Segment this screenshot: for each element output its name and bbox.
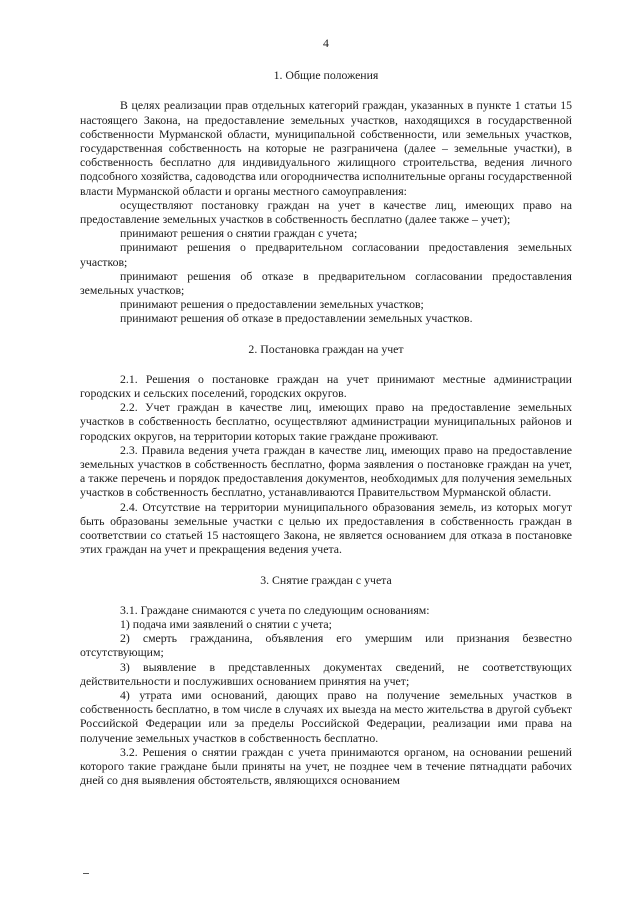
section-title: 1. Общие положения	[273, 68, 379, 83]
paragraph: принимают решения о снятии граждан с учета;	[120, 226, 358, 241]
paragraph: 3.2. Решения о снятии граждан с учета принимаются органом, на основании решений которого такие граждане были приняты на учет, не позднее чем в течение пятнадцати рабочих дней со дня выявления обстоятельств, являющихся основанием	[80, 744, 572, 788]
paragraph: 2.3. Правила ведения учета граждан в качестве лиц, имеющих право на предоставление земельных участков в собственность бесплатно, форма заявления о постановке граждан на учет, а также перечень и порядок предоставления документов, необходимых для получения земельных участков в собственность бесплатно, устанавливаются Правительством Мурманской области.	[80, 442, 572, 500]
paragraph: 2.2. Учет граждан в качестве лиц, имеющих право на предоставление земельных участков в собственность бесплатно, осуществляют администрации муниципальных районов и городских округов, на территории которых такие граждане проживают.	[80, 400, 572, 443]
page-number: 4	[323, 36, 329, 50]
paragraph: 4) утрата ими оснований, дающих право на получение земельных участков в собственность бесплатно, в том числе в случаях их выезда на место жительства в другой субъект Российской Федерации или за пределы Российской Федерации, реализации ими права на получение земельных участков в собственность бесплатно.	[80, 687, 572, 745]
paragraph: осуществляют постановку граждан на учет в качестве лиц, имеющих право на предоставление земельных участков в собственность бесплатно (далее также – учет);	[80, 197, 572, 227]
paragraph: принимают решения об отказе в предоставлении земельных участков.	[120, 311, 473, 326]
paragraph: 1) подача ими заявлений о снятии с учета;	[120, 616, 332, 631]
paragraph: принимают решения о предоставлении земельных участков;	[120, 297, 424, 312]
section-title: 3. Снятие граждан с учета	[260, 572, 392, 587]
paragraph: 2) смерть гражданина, объявления его умершим или признания безвестно отсутствующим;	[80, 631, 572, 660]
paragraph: 2.4. Отсутствие на территории муниципального образования земель, из которых могут быть образованы земельные участки с целью их предоставления в собственность граждан в соответствии со статьей 15 настоящего Закона, не является основанием для отказа в постановке этих граждан на учет и прекращения ведения учета.	[80, 499, 572, 557]
paragraph: 2.1. Решения о постановке граждан на учет принимают местные администрации городских и сельских поселений, городских округов.	[80, 371, 572, 401]
section-title: 2. Постановка граждан на учет	[248, 341, 404, 356]
page-content	[80, 36, 572, 787]
paragraph: В целях реализации прав отдельных категорий граждан, указанных в пункте 1 статьи 15 настоящего Закона, на предоставление земельных участков, находящихся в государственной собственности Мурманской области, муниципальной собственности, или земельных участков, государственная собственность на которые не разграничена (далее – земельные участки), в собственность бесплатно для индивидуального жилищного строительства, ведения личного подсобного хозяйства, садоводства или огородничества исполнительные органы государственной власти Мурманской области и органы местного самоуправления:	[80, 98, 572, 198]
paragraph: принимают решения о предварительном согласовании предоставления земельных участков;	[80, 240, 572, 269]
scan-mark	[83, 873, 89, 874]
paragraph: 3.1. Граждане снимаются с учета по следующим основаниям:	[120, 602, 430, 617]
paragraph: принимают решения об отказе в предварительном согласовании предоставления земельных участков;	[80, 268, 572, 298]
paragraph: 3) выявление в представленных документах сведений, не соответствующих действительности и послуживших основанием принятия на учет;	[80, 659, 572, 688]
